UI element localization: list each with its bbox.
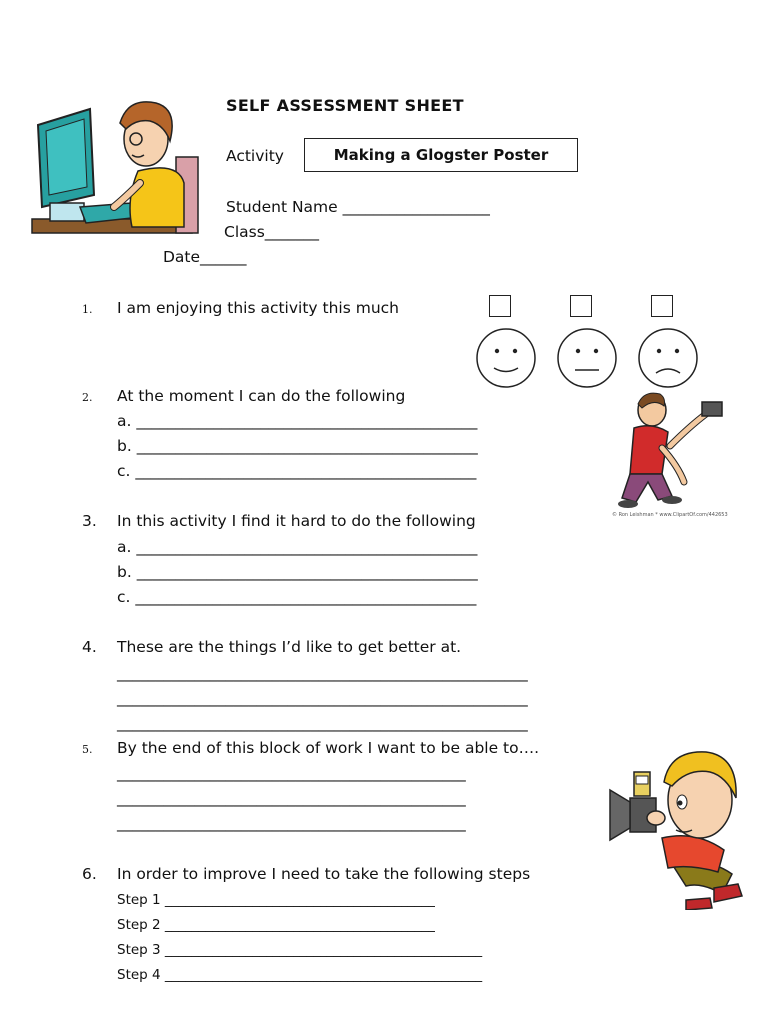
q5-line-1[interactable]: _____________________________________________ — [117, 764, 466, 782]
q3-number: 3. — [82, 512, 97, 530]
happy-checkbox[interactable] — [489, 295, 511, 317]
neutral-face-icon — [556, 327, 618, 389]
sad-checkbox[interactable] — [651, 295, 673, 317]
step-1-line[interactable]: Step 1 ________________________________________ — [117, 892, 435, 908]
q2-line-a[interactable]: a. ____________________________________________ — [117, 412, 478, 430]
happy-face-icon — [475, 327, 537, 389]
q3-line-a[interactable]: a. ____________________________________________ — [117, 538, 478, 556]
q2-line-b[interactable]: b. ____________________________________________ — [117, 437, 478, 455]
man-with-camera-illustration — [606, 388, 730, 516]
q3-line-c[interactable]: c. ____________________________________________ — [117, 588, 477, 606]
q6-number: 6. — [82, 865, 97, 883]
q2-line-c[interactable]: c. ____________________________________________ — [117, 462, 477, 480]
date-field[interactable]: Date______ — [163, 248, 247, 266]
activity-label: Activity — [226, 147, 284, 165]
class-field[interactable]: Class_______ — [224, 223, 320, 241]
activity-value-box: Making a Glogster Poster — [304, 138, 578, 172]
boy-with-camera-illustration — [606, 746, 750, 910]
q5-number: 5. — [82, 743, 93, 756]
q1-text: I am enjoying this activity this much — [117, 299, 399, 317]
q3-line-b[interactable]: b. ____________________________________________ — [117, 563, 478, 581]
q3-text: In this activity I find it hard to do the following — [117, 512, 476, 530]
q5-line-3[interactable]: _____________________________________________ — [117, 814, 466, 832]
neutral-checkbox[interactable] — [570, 295, 592, 317]
step-3-line[interactable]: Step 3 _______________________________________________ — [117, 942, 483, 958]
q5-text: By the end of this block of work I want to be able to…. — [117, 739, 540, 757]
student-name-field[interactable]: Student Name ___________________ — [226, 198, 490, 216]
q1-number: 1. — [82, 303, 93, 316]
boy-at-computer-illustration — [28, 95, 204, 237]
q4-line-1[interactable]: _____________________________________________________ — [117, 664, 528, 682]
q4-text: These are the things I’d like to get better at. — [117, 638, 462, 656]
clipart-credit: © Ron Leishman * www.ClipartOf.com/442653 — [612, 512, 728, 518]
step-2-line[interactable]: Step 2 ________________________________________ — [117, 917, 435, 933]
step-4-line[interactable]: Step 4 _______________________________________________ — [117, 967, 483, 983]
q6-text: In order to improve I need to take the following steps — [117, 865, 531, 883]
q4-line-3[interactable]: _____________________________________________________ — [117, 714, 528, 732]
q2-number: 2. — [82, 391, 93, 404]
q2-text: At the moment I can do the following — [117, 387, 406, 405]
sad-face-icon — [637, 327, 699, 389]
q5-line-2[interactable]: _____________________________________________ — [117, 789, 466, 807]
q4-line-2[interactable]: _____________________________________________________ — [117, 689, 528, 707]
q4-number: 4. — [82, 638, 97, 656]
page-title: SELF ASSESSMENT SHEET — [226, 96, 464, 115]
